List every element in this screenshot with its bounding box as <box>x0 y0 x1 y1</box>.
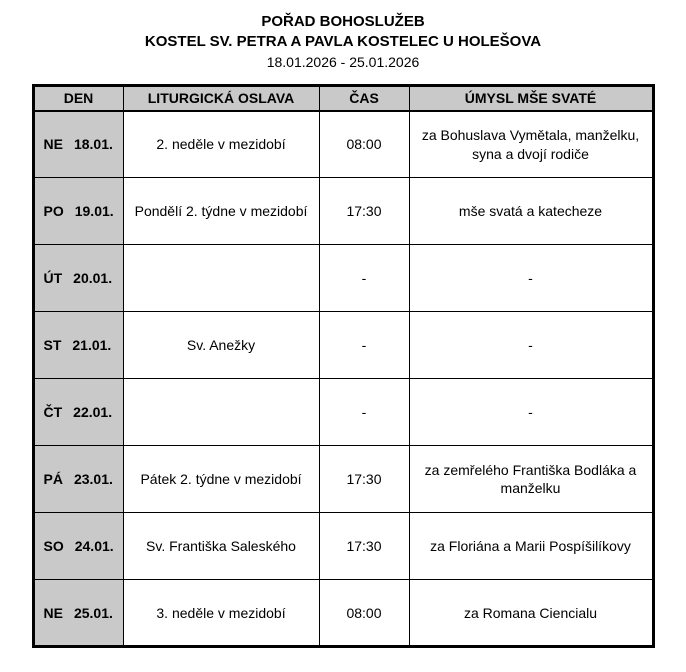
day-cell <box>33 312 123 379</box>
day-cell <box>33 513 123 580</box>
celebration-cell <box>123 245 319 312</box>
table-row <box>33 446 653 513</box>
day-date: 21.01. <box>72 337 112 354</box>
table-row <box>33 513 653 580</box>
day-abbrev: SO <box>43 538 64 555</box>
day-cell <box>33 245 123 312</box>
day-date: 22.01. <box>73 404 113 421</box>
celebration-cell: Sv. Františka Saleského <box>123 513 319 580</box>
table-row <box>33 312 653 379</box>
day-abbrev: PÁ <box>43 471 63 488</box>
intention-cell: - <box>409 312 653 379</box>
table-header-row <box>33 86 653 111</box>
date-range: 18.01.2026 - 25.01.2026 <box>266 53 420 70</box>
celebration-cell: 2. neděle v mezidobí <box>123 111 319 178</box>
table-row <box>33 245 653 312</box>
church-name: KOSTEL SV. PETRA A PAVLA KOSTELEC U HOLEŠOVA <box>144 33 542 51</box>
column-header-umysl: ÚMYSL MŠE SVATÉ <box>409 86 653 111</box>
time-cell: 08:00 <box>319 111 409 178</box>
day-abbrev: ÚT <box>43 270 63 287</box>
table-row <box>33 178 653 245</box>
time-cell: - <box>319 245 409 312</box>
day-cell <box>33 178 123 245</box>
time-cell: 17:30 <box>319 446 409 513</box>
table-row <box>33 580 653 647</box>
day-abbrev: ČT <box>43 404 63 421</box>
day-abbrev: ST <box>43 337 62 354</box>
celebration-cell <box>123 379 319 446</box>
day-cell <box>33 111 123 178</box>
intention-cell: za zemřelého Františka Bodláka a manželku <box>409 446 653 513</box>
day-date: 25.01. <box>73 604 113 621</box>
celebration-cell: 3. neděle v mezidobí <box>123 580 319 647</box>
celebration-cell: Pondělí 2. týdne v mezidobí <box>123 178 319 245</box>
intention-cell: za Floriána a Marii Pospíšilíkovy <box>409 513 653 580</box>
table-row <box>33 111 653 178</box>
day-cell <box>33 580 123 647</box>
intention-cell: za Romana Ciencialu <box>409 580 653 647</box>
day-abbrev: PO <box>43 203 64 220</box>
schedule-table <box>32 84 655 648</box>
document-title: POŘAD BOHOSLUŽEB <box>261 13 425 30</box>
column-header-liturgicka-oslava: LITURGICKÁ OSLAVA <box>123 86 319 111</box>
intention-cell: - <box>409 379 653 446</box>
column-header-den: DEN <box>33 86 123 111</box>
time-cell: 08:00 <box>319 580 409 647</box>
time-cell: 17:30 <box>319 178 409 245</box>
intention-cell: za Bohuslava Vymětala, manželku, syna a dvojí rodiče <box>409 111 653 178</box>
celebration-cell: Sv. Anežky <box>123 312 319 379</box>
intention-cell: - <box>409 245 653 312</box>
day-abbrev: NE <box>43 604 63 621</box>
day-abbrev: NE <box>43 136 63 153</box>
document-header <box>0 12 686 72</box>
day-date: 19.01. <box>74 203 114 220</box>
intention-cell: mše svatá a katecheze <box>409 178 653 245</box>
day-date: 23.01. <box>73 471 113 488</box>
day-cell <box>33 446 123 513</box>
day-date: 20.01. <box>73 270 113 287</box>
day-date: 18.01. <box>73 136 113 153</box>
day-cell <box>33 379 123 446</box>
time-cell: - <box>319 379 409 446</box>
column-header-cas: ČAS <box>319 86 409 111</box>
celebration-cell: Pátek 2. týdne v mezidobí <box>123 446 319 513</box>
table-row <box>33 379 653 446</box>
day-date: 24.01. <box>74 538 114 555</box>
time-cell: - <box>319 312 409 379</box>
time-cell: 17:30 <box>319 513 409 580</box>
